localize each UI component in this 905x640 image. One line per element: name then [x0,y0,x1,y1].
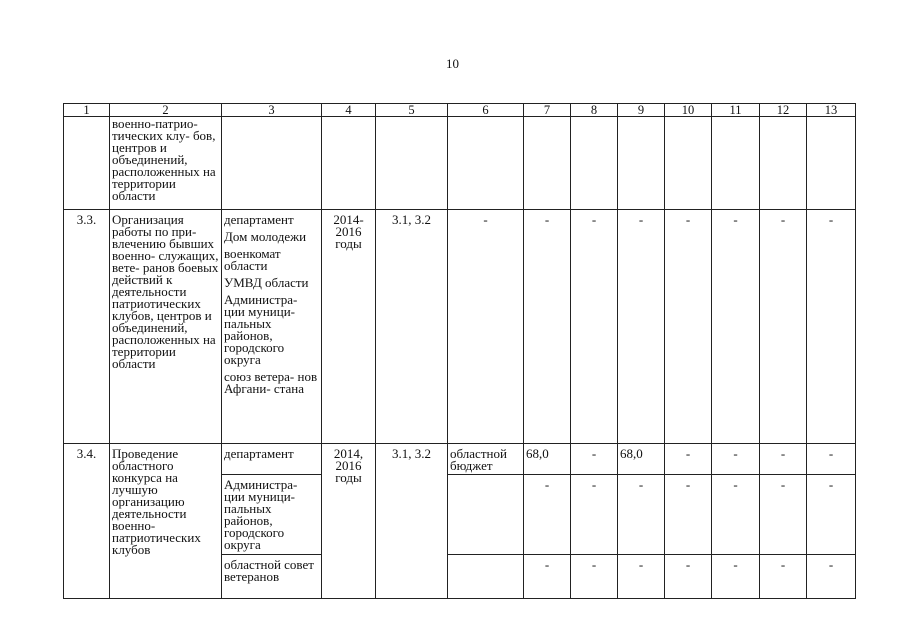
header-cell: 10 [665,104,712,117]
event-name: Проведение областного конкурса на лучшую организацию деятельности военно- патриотических клубов [110,444,222,599]
executor: департамент [222,444,322,475]
value-cell: - [618,210,665,444]
header-cell: 12 [760,104,807,117]
value-cell: - [665,475,712,555]
value-cell: - [807,555,856,599]
item-number: 3.4. [64,444,110,599]
value-cell: - [571,555,618,599]
funding-source: областной бюджет [448,444,524,475]
header-cell: 11 [712,104,760,117]
funding-source [448,555,524,599]
value-cell: - [665,210,712,444]
executor: Администра- ции муници- пальных районов, городского округа [222,475,322,555]
header-cell: 6 [448,104,524,117]
term-cell: 2014- 2016 годы [322,210,376,444]
value-cell: - [712,475,760,555]
executor: военкомат области [224,246,281,273]
header-cell: 5 [376,104,448,117]
value-cell: - [712,444,760,475]
executors-cell [222,210,322,444]
value-cell: - [524,555,571,599]
value-cell: - [524,210,571,444]
value-cell: - [807,210,856,444]
header-cell: 3 [222,104,322,117]
page-number: 10 [446,56,459,71]
value-cell: 68,0 [524,444,571,475]
table-row [64,444,856,475]
value-cell: - [448,210,524,444]
table-row [64,210,856,444]
table-row [64,117,856,210]
header-cell: 7 [524,104,571,117]
value-cell: - [807,444,856,475]
goal-cell: 3.1, 3.2 [376,210,448,444]
value-cell: - [760,444,807,475]
value-cell: - [618,475,665,555]
value-cell: - [760,210,807,444]
value-cell: - [618,555,665,599]
value-cell: - [665,444,712,475]
value-cell: - [571,210,618,444]
header-cell: 1 [64,104,110,117]
executor: Администра- ции муници- пальных районов, городского округа [224,292,298,367]
value-cell: - [712,210,760,444]
header-cell: 8 [571,104,618,117]
funding-source [448,475,524,555]
executor: союз ветера- нов Афгани- стана [224,369,318,396]
item-number: 3.3. [64,210,110,444]
executor: областной совет ветеранов [222,555,322,599]
event-name: Организация работы по при- влечению бывших военно- служащих, вете- ранов боевых действий к деятельности патриотических клубов, центров и объединений, расположенных на территории области [110,210,222,444]
value-cell: - [712,555,760,599]
event-name-continued: военно-патрио- тических клу- бов, центров и объединений, расположенных на территории области [110,117,222,210]
header-cell: 2 [110,104,222,117]
header-row [64,104,856,117]
executor: УМВД области [224,275,309,290]
value-cell: - [571,444,618,475]
goal-cell: 3.1, 3.2 [376,444,448,599]
program-table [63,103,856,599]
value-cell: - [665,555,712,599]
value-cell: 68,0 [618,444,665,475]
value-cell: - [807,475,856,555]
header-cell: 4 [322,104,376,117]
value-cell: - [524,475,571,555]
term-cell: 2014, 2016 годы [322,444,376,599]
header-cell: 9 [618,104,665,117]
executor: Дом молодежи [224,229,307,244]
value-cell: - [760,555,807,599]
value-cell: - [571,475,618,555]
executor: департамент [224,212,294,227]
value-cell: - [760,475,807,555]
header-cell: 13 [807,104,856,117]
